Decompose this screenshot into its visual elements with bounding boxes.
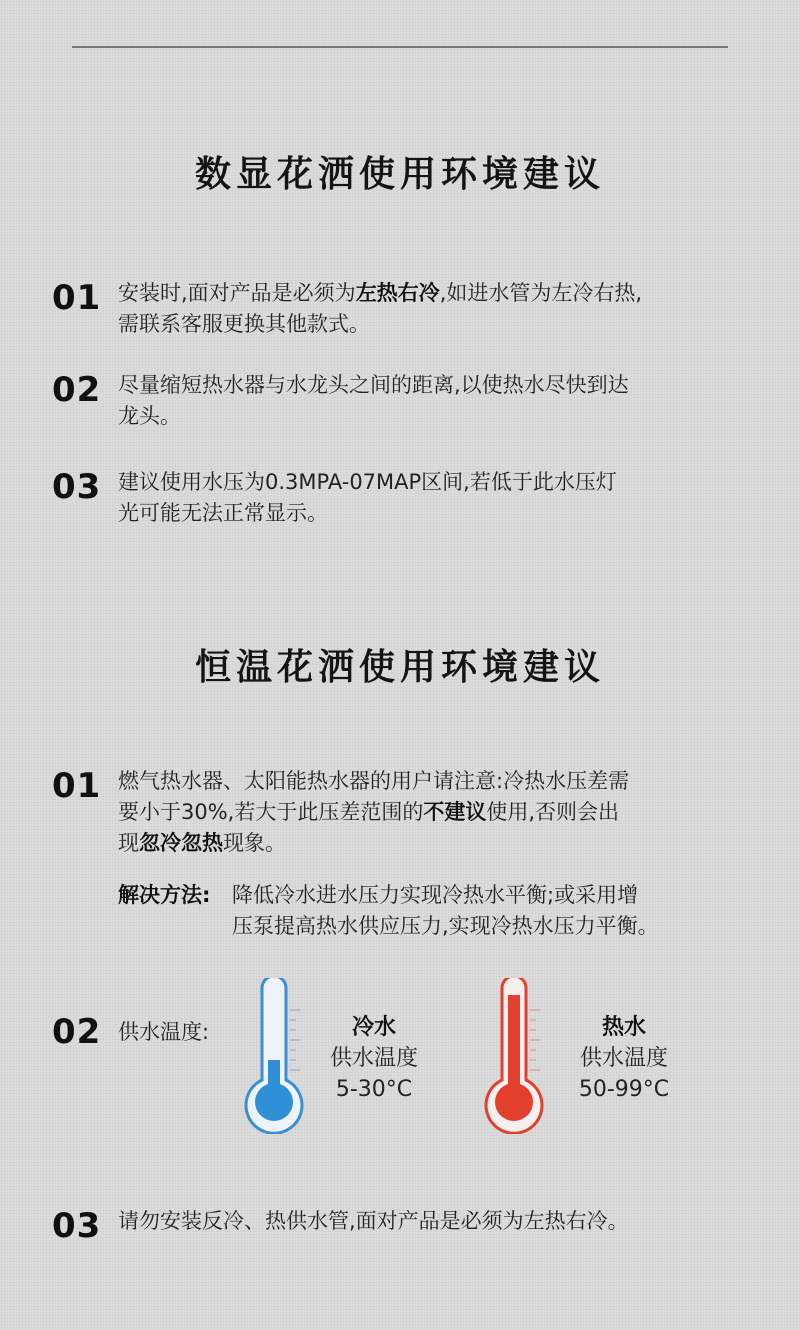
cold-water-info (274, 1012, 474, 1105)
emphasis-text: 不建议 (423, 800, 487, 824)
text-segment: 要小于30%,若大于此压差范围的 (118, 800, 424, 824)
text-segment: 现 (118, 831, 139, 855)
solution-block (118, 880, 758, 938)
item-text: 请勿安装反冷、热供水管,面对产品是必须为左热右冷。 (118, 1209, 629, 1233)
item-number: 02 (52, 1012, 102, 1052)
top-divider (72, 46, 728, 48)
text-segment: 光可能无法正常显示。 (118, 501, 328, 525)
section-title-thermostatic-shower: 恒温花洒使用环境建议 (194, 647, 605, 688)
text-segment: 使用,否则会出 (486, 800, 620, 824)
item-number: 01 (52, 278, 102, 318)
hot-water-range: 50-99°C (578, 1077, 670, 1102)
text-segment: 现象。 (223, 831, 286, 855)
item-text (118, 278, 758, 340)
text-segment: 燃气热水器、太阳能热水器的用户请注意:冷热水压差需 (118, 769, 630, 793)
item-number: 03 (52, 1206, 102, 1246)
item-number: 02 (52, 370, 102, 410)
hot-water-title: 热水 (601, 1015, 646, 1040)
text-segment: 龙头。 (118, 404, 181, 428)
item-text (118, 467, 758, 529)
hot-water-info (524, 1012, 724, 1105)
solution-text (232, 880, 752, 942)
cold-water-subtitle: 供水温度 (329, 1046, 418, 1071)
text-segment: 需联系客服更换其他款式。 (118, 312, 370, 336)
text-segment: 建议使用水压为0.3MPA-07MAP区间,若低于此水压灯 (118, 470, 617, 494)
water-temperature-label: 供水温度: (118, 1020, 210, 1044)
text-segment: 压泵提高热水供应压力,实现冷热水压力平衡。 (232, 914, 659, 938)
item-number: 03 (52, 467, 102, 507)
section-title-digital-shower: 数显花洒使用环境建议 (194, 154, 605, 195)
emphasis-text: 忽冷忽热 (139, 831, 223, 855)
text-segment: 尽量缩短热水器与水龙头之间的距离,以使热水尽快到达 (118, 373, 629, 397)
cold-water-range: 5-30°C (335, 1077, 413, 1102)
text-segment: ,如进水管为左冷右热, (439, 281, 643, 305)
emphasis-text: 左热右冷 (355, 281, 440, 305)
item-text (118, 766, 758, 859)
text-segment: 安装时,面对产品是必须为 (118, 281, 356, 305)
cold-water-title: 冷水 (351, 1015, 396, 1040)
solution-label: 解决方法: (118, 883, 211, 907)
text-segment: 降低冷水进水压力实现冷热水平衡;或采用增 (232, 883, 639, 907)
item-number: 01 (52, 766, 102, 806)
item-text (118, 370, 758, 432)
hot-water-subtitle: 供水温度 (579, 1046, 668, 1071)
